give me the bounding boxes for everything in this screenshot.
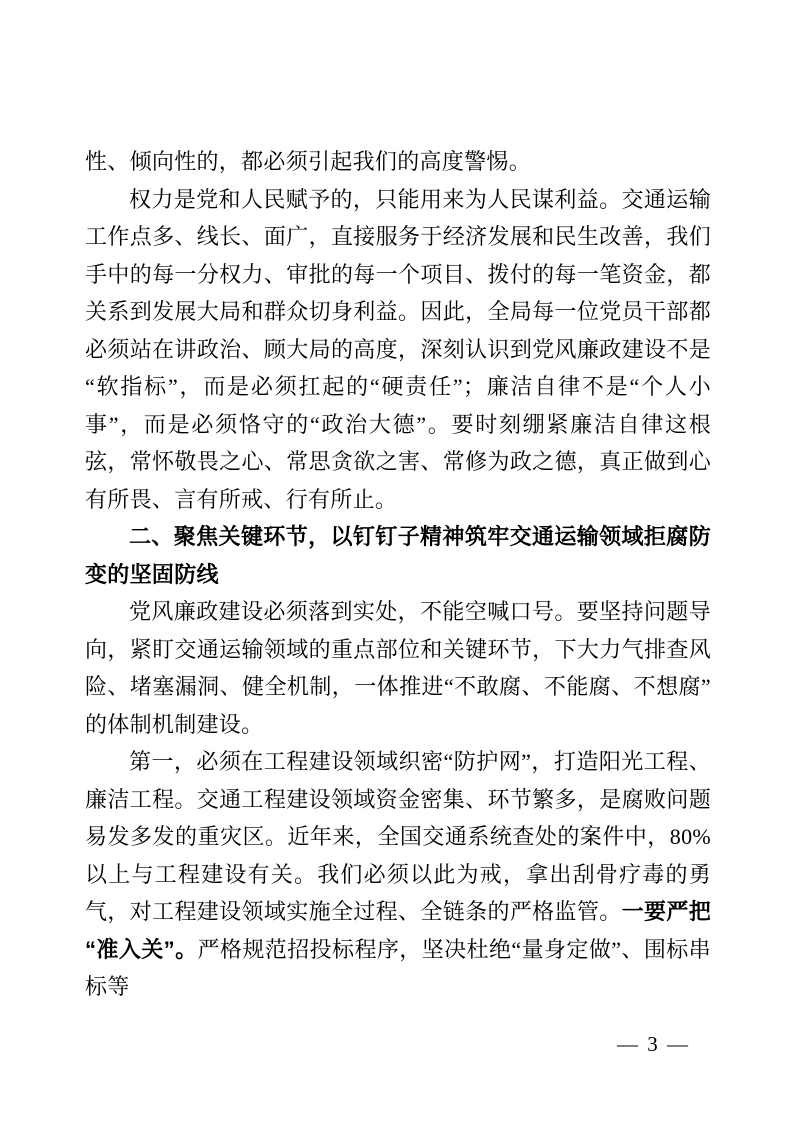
- paragraph-first-point-bold-phrase: 一要严把“准入关”。: [85, 899, 712, 962]
- paragraph-first-point-text-after: 严格规范招投标程序，坚决杜绝“量身定做”、围标串标等: [85, 936, 711, 999]
- paragraph-first-point-text-before: 第一，必须在工程建设领域织密“防护网”，打造阳光工程、廉洁工程。交通工程建设领域资金密集、环节繁多，是腐败问题易发多发的重灾区。近年来，全国交通系统查处的案件中，80%以上与工程建设有关。我们必须以此为戒，拿出刮骨疗毒的勇气，对工程建设领域实施全过程、全链条的严格监管。: [85, 749, 711, 924]
- document-body: [85, 143, 711, 1006]
- paragraph-power-responsibility: 权力是党和人民赋予的，只能用来为人民谋利益。交通运输工作点多、线长、面广，直接服务于经济发展和民生改善，我们手中的每一分权力、审批的每一个项目、拨付的每一笔资金，都关系到发展大局和群众切身利益。因此，全局每一位党员干部都必须站在讲政治、顾大局的高度，深刻认识到党风廉政建设不是“软指标”，而是必须扛起的“硬责任”；廉洁自律不是“个人小事”，而是必须恪守的“政治大德”。要时刻绷紧廉洁自律这根弦，常怀敬畏之心、常思贪欲之害、常修为政之德，真正做到心有所畏、言有所戒、行有所止。: [85, 186, 711, 512]
- paragraph-first-point: [85, 743, 711, 1006]
- section-heading-2: 二、聚焦关键环节，以钉钉子精神筑牢交通运输领域拒腐防变的坚固防线: [85, 524, 711, 587]
- page-number: — 3 —: [617, 1032, 690, 1056]
- paragraph-implementation: 党风廉政建设必须落到实处，不能空喊口号。要坚持问题导向，紧盯交通运输领域的重点部位和关键环节，下大力气排查风险、堵塞漏洞、健全机制，一体推进“不敢腐、不能腐、不想腐”的体制机制建设。: [85, 599, 711, 737]
- paragraph-continuation: 性、倾向性的，都必须引起我们的高度警惕。: [85, 149, 532, 174]
